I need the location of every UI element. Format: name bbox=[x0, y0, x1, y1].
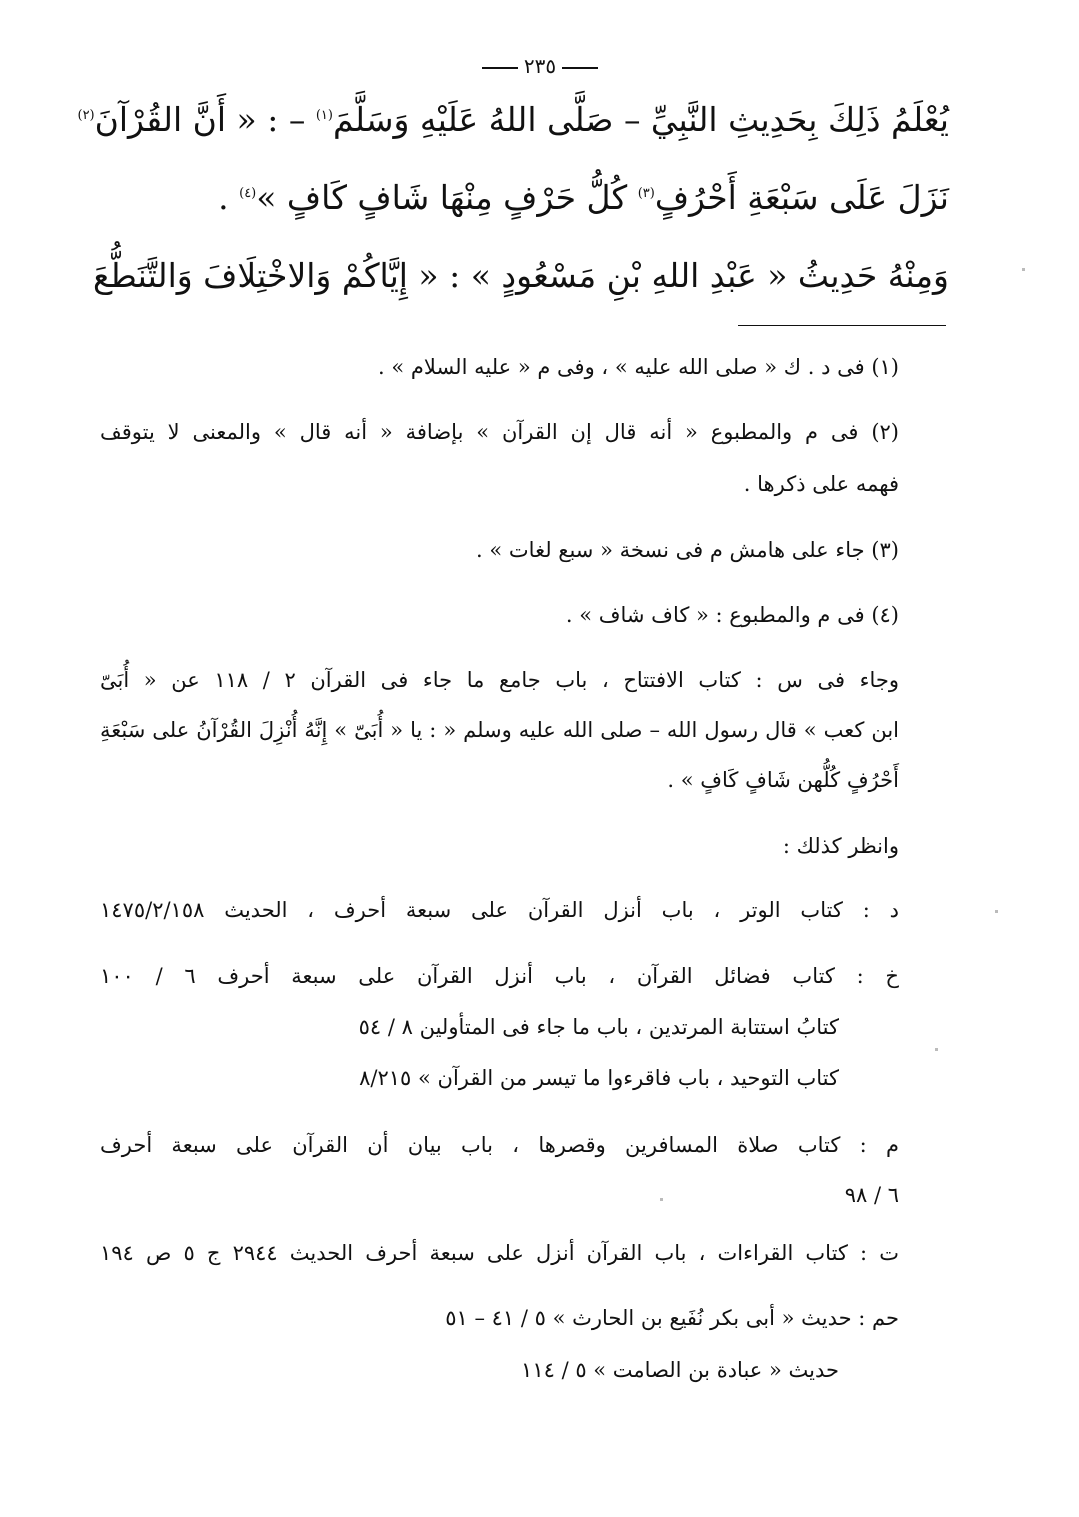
footnote-marker: (١) bbox=[315, 108, 333, 123]
scan-speck bbox=[995, 910, 998, 913]
main-text-segment: . bbox=[218, 178, 240, 217]
reference-line: كتابُ استتابة المرتدين ، باب ما جاء فى المتأولين ٨ / ٥٤ bbox=[358, 1015, 839, 1039]
reference-line: حديث « عبادة بن الصامت » ٥ / ١١٤ bbox=[521, 1358, 839, 1382]
main-text-segment: يُعْلَمُ ذَلِكَ بِحَدِيثِ النَّبِيِّ – صَلَّى اللهُ عَلَيْهِ وَسَلَّمَ bbox=[332, 100, 949, 139]
footnote-4: (٤) فى م والمطبوع : « كاف شاف » . bbox=[565, 603, 899, 627]
page-number-dash bbox=[562, 67, 598, 69]
footnote-marker: (٤) bbox=[239, 186, 257, 201]
reference-line: ٦ / ٩٨ bbox=[844, 1183, 899, 1207]
page-number bbox=[440, 54, 640, 78]
footnote-3: (٣) جاء على هامش م فى نسخة « سبع لغات » . bbox=[476, 538, 899, 562]
footnote-2-line-1: (٢) فى م والمطبوع « أنه قال إن القرآن » بإضافة « أنه قال » والمعنى لا يتوقف bbox=[100, 420, 899, 444]
reference-line: د : كتاب الوتر ، باب أنزل القرآن على سبعة أحرف ، الحديث ١٤٧٥/٢/١٥٨ bbox=[100, 898, 899, 922]
main-text-line-1 bbox=[77, 100, 949, 139]
main-text-segment: نَزَلَ عَلَى سَبْعَةِ أَحْرُفٍ bbox=[654, 178, 949, 217]
main-text-segment: – : « أَنَّ القُرْآنَ bbox=[94, 100, 316, 139]
footnote-2-line-2: فهمه على ذكرها . bbox=[743, 472, 899, 496]
scan-speck bbox=[1022, 268, 1025, 271]
note-paragraph-line-1: وجاء فى س : كتاب الافتتاح ، باب جامع ما جاء فى القرآن ٢ / ١١٨ عن « أُبَىّ bbox=[100, 668, 899, 692]
page-number-text: ٢٣٥ bbox=[523, 54, 557, 78]
note-paragraph-line-3: أَحْرُفٍ كُلُّهن شَافٍ كَافٍ » . bbox=[667, 768, 899, 792]
note-paragraph-line-2: ابن كعب » قال رسول الله – صلى الله عليه وسلم « : يا « أُبَىّ » إِنَّهُ أُنْزِلَ القُرْآنُ على سَبْعَةِ bbox=[100, 718, 899, 742]
page-number-dash bbox=[482, 67, 518, 69]
reference-line: م : كتاب صلاة المسافرين وقصرها ، باب بيان أن القرآن على سبعة أحرف bbox=[100, 1133, 899, 1157]
main-text-segment: كُلُّ حَرْفٍ مِنْهَا شَافٍ كَافٍ » bbox=[256, 178, 638, 217]
footnote-1: (١) فى د . ك « صلى الله عليه » ، وفى م « عليه السلام » . bbox=[378, 355, 899, 379]
footnote-marker: (٢) bbox=[77, 108, 95, 123]
scan-speck bbox=[935, 1048, 938, 1051]
reference-line: ت : كتاب القراءات ، باب القرآن أنزل على سبعة أحرف الحديث ٢٩٤٤ ج ٥ ص ١٩٤ bbox=[100, 1241, 899, 1265]
footnote-separator bbox=[738, 325, 946, 326]
main-text-line-2 bbox=[100, 178, 949, 217]
reference-line: كتاب التوحيد ، باب فاقرءوا ما تيسر من القرآن » ٨/٢١٥ bbox=[359, 1066, 839, 1090]
see-also-label: وانظر كذلك : bbox=[782, 834, 899, 858]
main-text-line-3: وَمِنْهُ حَدِيثُ « عَبْدِ اللهِ بْنِ مَسْعُودٍ » : « إِيَّاكُمْ وَالاخْتِلَافَ وَالتَّنَطُّعَ bbox=[92, 256, 949, 295]
scan-speck bbox=[660, 1198, 663, 1201]
reference-line: حم : حديث « أبى بكر نُفَيع بن الحارث » ٥ / ٤١ – ٥١ bbox=[445, 1306, 899, 1330]
footnote-marker: (٣) bbox=[637, 186, 655, 201]
reference-line: خ : كتاب فضائل القرآن ، باب أنزل القرآن على سبعة أحرف ٦ / ١٠٠ bbox=[100, 964, 899, 988]
